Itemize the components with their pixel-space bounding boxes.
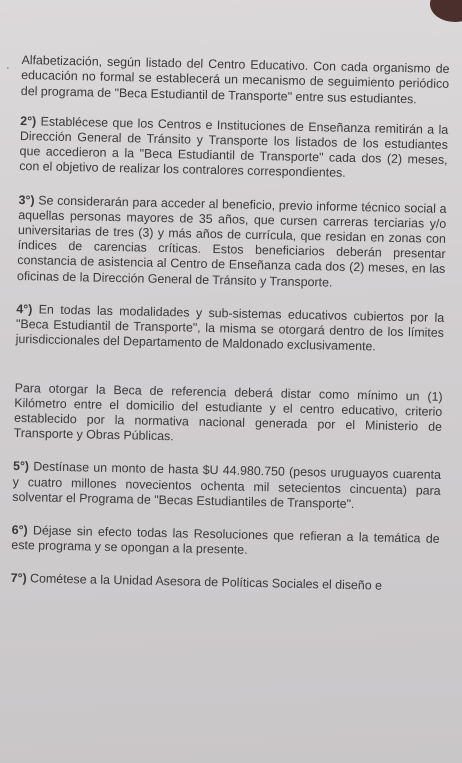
document-body: [10, 38, 450, 611]
margin-mark: ·: [6, 62, 10, 74]
paragraph-article-5: [12, 459, 441, 514]
paragraph-text: En todas las modalidades y sub-sistemas educativos cubiertos por la "Beca Estudiantil de Transporte", la misma se otorgará dentro de los límites jurisdiccionales del Departamento de Maldonado exclusivamente.: [15, 302, 445, 354]
paragraph-article-7: [11, 571, 439, 595]
paragraph-article-2: [19, 114, 448, 184]
article-number: 3°): [18, 192, 35, 207]
paragraph-article-6: [11, 523, 440, 562]
paragraph-text: Para otorgar la Beca de referencia deberá distar como mínimo un (1) Kilómetro entre el domicilio del estudiante y el centro educativo, criterio establecido por la normativa nacional generada por el Ministerio de Transporte y Obras Públicas.: [13, 380, 443, 444]
paragraph-text: Establécese que los Centros e Instituciones de Enseñanza remitirán a la Dirección General de Tránsito y Transporte los listados de los estudiantes que accedieron a la "Beca Estudiantil de Transporte" cada dos (2) meses, con el objetivo de realizar los contralores correspondientes.: [19, 114, 449, 181]
article-number: 6°): [11, 522, 28, 538]
paragraph-continuation: [21, 38, 450, 108]
article-number: 4°): [16, 301, 33, 317]
paragraph-text: Destínase un monto de hasta $U 44.980.750 (pesos uruguayos cuarenta y cuatro millones novecientos ochenta mil setecientos cincuenta) para solventar el Programa de "Becas Estudiantiles de Transporte".: [12, 459, 442, 511]
article-number: 2°): [20, 113, 37, 129]
paragraph-article-4: [16, 302, 445, 357]
paragraph-text: Déjase sin efecto todas las Resoluciones que refieran a la temática de este programa y se opongan a la presente.: [11, 523, 440, 558]
article-number: 7°): [10, 571, 27, 586]
finger-shadow: [430, 0, 462, 22]
paragraph-text: Cométese a la Unidad Asesora de Políticas Sociales el diseño e: [26, 571, 383, 594]
article-number: 5°): [12, 459, 30, 474]
paragraph-text: Se considerarán para acceder al beneficio, previo informe técnico social a aquellas personas mayores de 35 años, que cursen carreras terciarias y/o universitarias de tres (3) y más años de currícula, que residan en zonas con índices de carencias críticas. Estos beneficiarios deberán presentar constancia de asistencia al Centro de Enseñanza cada dos (2) meses, en las oficinas de la Dirección General de Tránsito y Transporte.: [16, 192, 447, 290]
paragraph-article-3: [17, 193, 447, 293]
paragraph-text: Alfabetización, según listado del Centro Educativo. Con cada organismo de educación no formal se establecerá un mecanismo de seguimiento periódico del programa de "Beca Estudiantil de Transporte" entre sus estudiantes.: [20, 53, 450, 106]
paragraph-distance-criterion: [14, 365, 443, 450]
